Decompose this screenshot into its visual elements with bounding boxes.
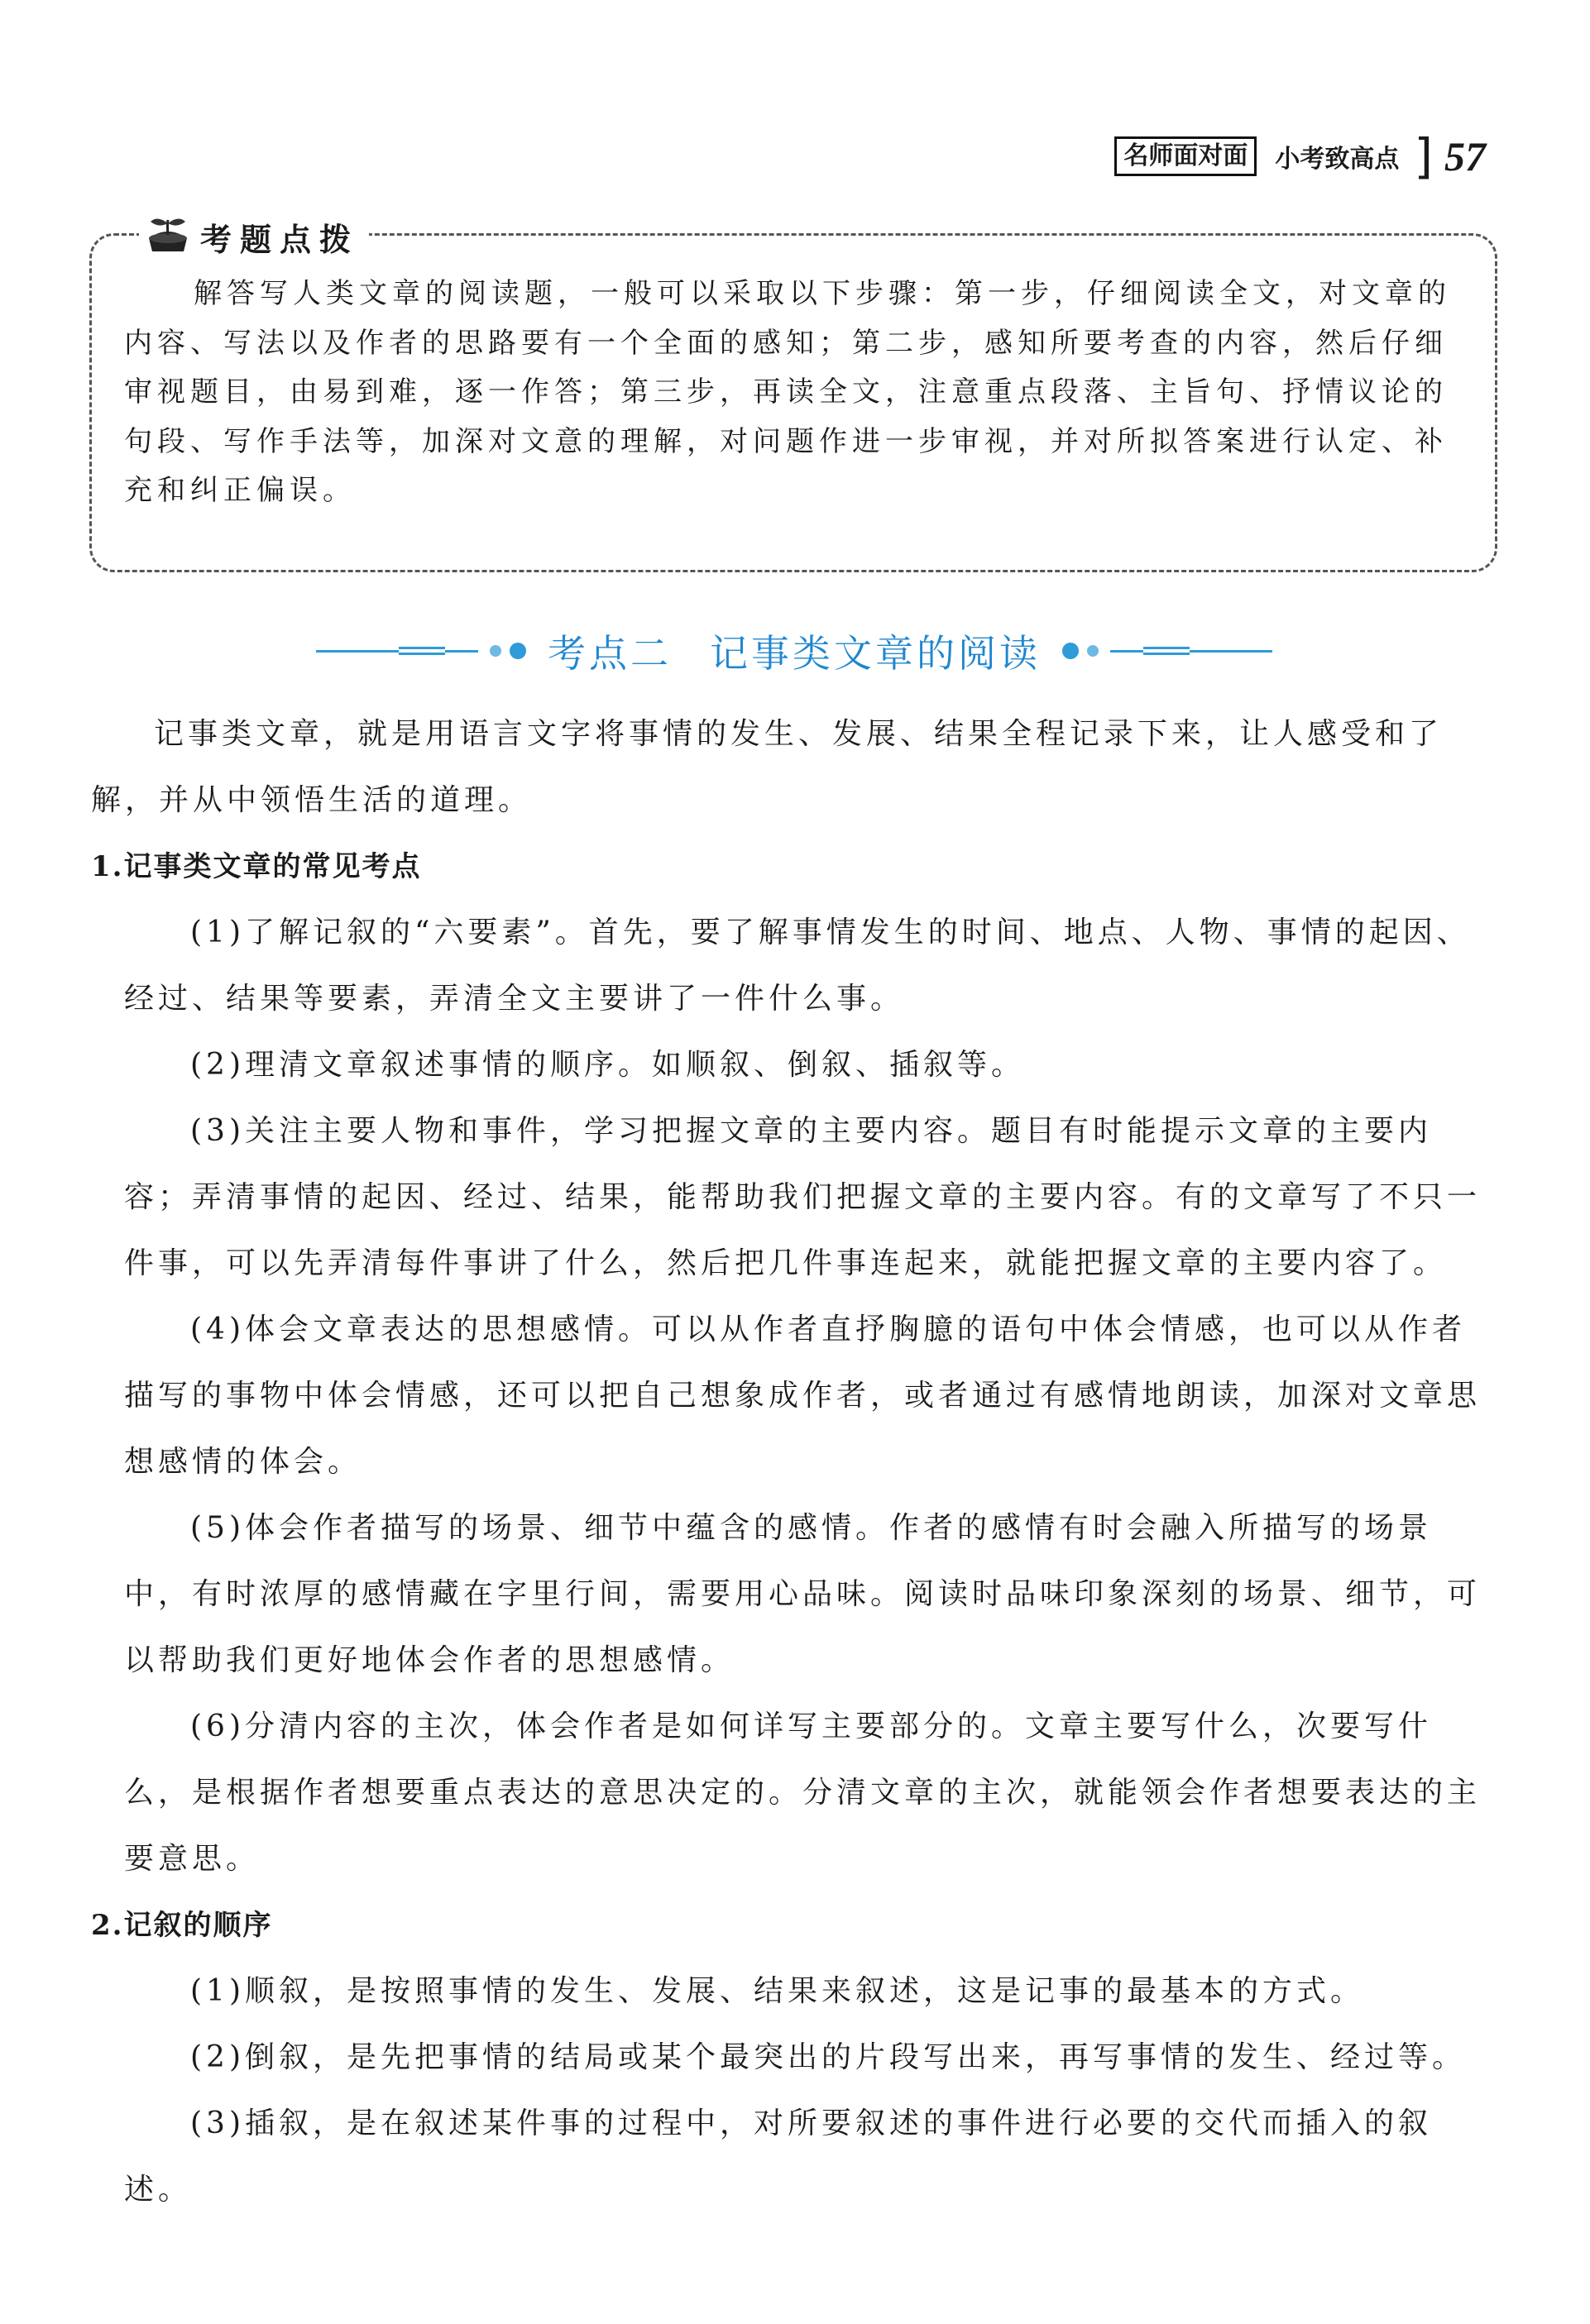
intro-paragraph: 记事类文章，就是用语言文字将事情的发生、发展、结果全程记录下来，让人感受和了解，并从中领悟生活的道理。 — [91, 717, 1444, 817]
tip-title-text: 考题点拨 — [200, 221, 360, 258]
tip-paragraph: 解答写人类文章的阅读题，一般可以采取以下步骤：第一步，仔细阅读全文，对文章的内容、写法以及作者的思路要有一个全面的感知；第二步，感知所要考查的内容，然后仔细审视题目，由易到难，逐一作答；第三步，再读全文，注意重点段落、主旨句、抒情议论的句段、写作手法等，加深对文意的理解，对问题作进一步审视，并对所拟答案进行认定、补充和纠正偏误。 — [124, 277, 1451, 507]
part1-heading: 1.记事类文章的常见考点 — [91, 850, 422, 883]
part1-item-3: (3)关注主要人物和事件，学习把握文章的主要内容。题目有时能提示文章的主要内容；弄清事情的起因、经过、结果，能帮助我们把握文章的主要内容。有的文章写了不只一件事，可以先弄清每件事讲了什么，然后把几件事连起来，就能把握文章的主要内容了。 — [124, 1114, 1482, 1280]
part1-item-6: (6)分清内容的主次，体会作者是如何详写主要部分的。文章主要写什么，次要写什么，是根据作者想要重点表达的意思决定的。分清文章的主次，就能领会作者想要表达的主要意思。 — [124, 1710, 1482, 1876]
main-content — [91, 701, 1497, 2223]
part1-item-1: (1)了解记叙的“六要素”。首先，要了解事情发生的时间、地点、人物、事情的起因、经过、结果等要素，弄清全文主要讲了一件什么事。 — [124, 916, 1471, 1016]
left-decoration — [316, 643, 526, 659]
part1-item-4: (4)体会文章表达的思想感情。可以从作者直抒胸臆的语句中体会情感，也可以从作者描写的事物中体会情感，还可以把自己想象成作者，或者通过有感情地朗读，加深对文章思想感情的体会。 — [124, 1313, 1482, 1479]
section-title — [548, 624, 1041, 678]
section-kaodian: 考点二 — [548, 631, 672, 676]
running-header — [1114, 128, 1486, 184]
tip-title — [139, 213, 369, 261]
part2-item-1: (1)顺叙，是按照事情的发生、发展、结果来叙述，这是记事的最基本的方式。 — [190, 1974, 1364, 2008]
plant-sprout-icon — [144, 213, 192, 261]
section-title-text: 记事类文章的阅读 — [710, 631, 1041, 676]
series-subtitle: 小考致高点 — [1275, 145, 1400, 174]
section-heading — [281, 622, 1307, 680]
part1-item-2: (2)理清文章叙述事情的顺序。如顺叙、倒叙、插叙等。 — [190, 1048, 1025, 1082]
right-decoration — [1062, 643, 1272, 659]
part2-item-2: (2)倒叙，是先把事情的结局或某个最突出的片段写出来，再写事情的发生、经过等。 — [190, 2040, 1466, 2074]
part1-item-5: (5)体会作者描写的场景、细节中蕴含的感情。作者的感情有时会融入所描写的场景中，有时浓厚的感情藏在字里行间，需要用心品味。阅读时品味印象深刻的场景、细节，可以帮助我们更好地体会作者的思想感情。 — [124, 1511, 1482, 1677]
header-bracket: ] — [1414, 128, 1433, 184]
part2-item-3: (3)插叙，是在叙述某件事的过程中，对所要叙述的事件进行必要的交代而插入的叙述。 — [124, 2106, 1432, 2207]
page-number: 57 — [1444, 133, 1486, 179]
series-brand: 名师面对面 — [1114, 136, 1257, 176]
part2-heading: 2.记叙的顺序 — [91, 1909, 273, 1942]
